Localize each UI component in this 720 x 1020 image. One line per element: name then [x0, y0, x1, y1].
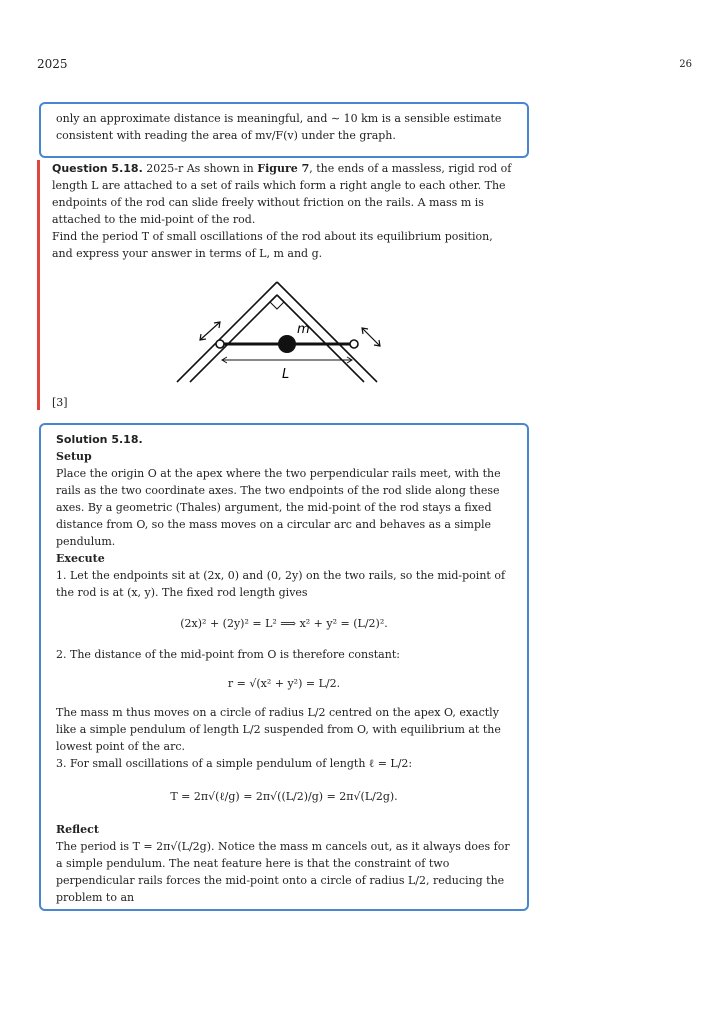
- step-2b: The mass m thus moves on a circle of radius L/2 centred on the apex O, exactly like a simple pendulum of length L/2 suspended from O, with equilibrium at the lowest point of the arc.: [56, 706, 501, 753]
- solution-box: [39, 423, 529, 911]
- question-text-2: , the ends of a massless, rigid rod of length L are attached to a set of rails which form a right angle to each other. The endpoints of the rod can slide freely without friction on the rails. A mass m is attached to the mid-point of the rod.: [52, 162, 512, 226]
- step-2: 2. The distance of the mid-point from O is therefore constant:: [56, 648, 400, 661]
- page-number: 26: [679, 59, 692, 70]
- equation-3: T = 2π√(ℓ/g) = 2π√((L/2)/g) = 2π√(L/2g).: [170, 790, 398, 803]
- mass-label: m: [297, 322, 310, 337]
- question-text-3: Find the period T of small oscillations of the rod about its equilibrium position, and express your answer in terms of L, m and g.: [52, 230, 493, 260]
- equation-1: (2x)² + (2y)² = L² ⟹ x² + y² = (L/2)².: [180, 617, 388, 630]
- question-label: Question 5.18.: [52, 162, 143, 175]
- marks: [3]: [52, 396, 68, 409]
- header-year: 2025: [37, 57, 68, 71]
- execute-heading: Execute: [56, 552, 105, 565]
- reflect-heading: Reflect: [56, 823, 99, 836]
- box-line-1: only an approximate distance is meaningful, and ∼ 10 km is a sensible estimate: [56, 112, 502, 125]
- figure-reference: Figure 7: [257, 162, 310, 175]
- question-block: [37, 160, 512, 410]
- setup-text: Place the origin O at the apex where the two perpendicular rails meet, with the rails as the two coordinate axes. The two endpoints of the rod slide along these axes. By a geometric (Thales) argument, the mid-point of the rod stays a fixed distance from O, so the mass moves on a circular arc and behaves as a simple pendulum.: [56, 467, 501, 548]
- rails-rod-diagram: [152, 270, 392, 390]
- setup-heading: Setup: [56, 450, 92, 463]
- step-3: 3. For small oscillations of a simple pendulum of length ℓ = L/2:: [56, 757, 413, 770]
- length-label: L: [282, 367, 290, 382]
- box-line-2: consistent with reading the area of mv/F(v) under the graph.: [56, 129, 396, 142]
- question-text: [52, 160, 512, 228]
- solution-label: Solution 5.18.: [56, 433, 143, 446]
- step-1: 1. Let the endpoints sit at (2x, 0) and (0, 2y) on the two rails, so the mid-point of the rod is at (x, y). The fixed rod length gives: [56, 569, 506, 599]
- equation-2: r = √(x² + y²) = L/2.: [227, 677, 341, 690]
- question-text-1: 2025-r As shown in: [146, 162, 254, 175]
- reflect-text: The period is T = 2π√(L/2g). Notice the mass m cancels out, as it always does for a simple pendulum. The neat feature here is that the constraint of two perpendicular rails forces the mid-point onto a circle of radius L/2, reducing the problem to an: [56, 840, 510, 904]
- previous-solution-box: [39, 102, 529, 158]
